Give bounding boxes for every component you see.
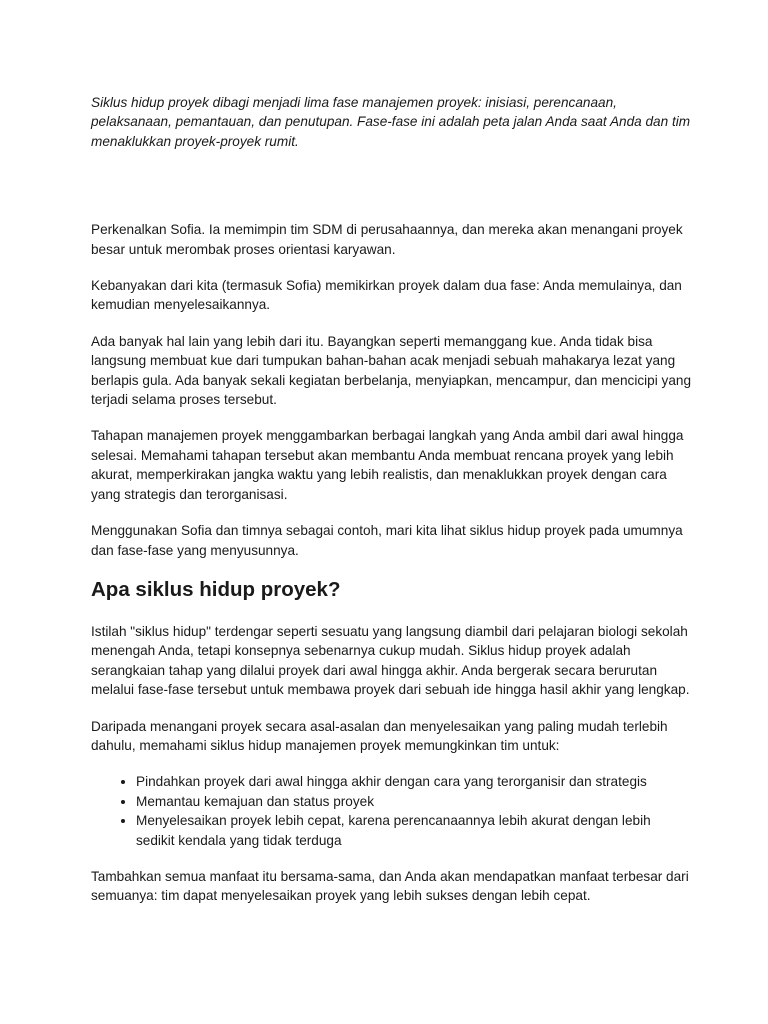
intro-paragraph: Siklus hidup proyek dibagi menjadi lima fase manajemen proyek: inisiasi, perencanaan, pelaksanaan, pemantauan, dan penutupan. Fase-fase ini adalah peta jalan Anda saat Anda dan tim menaklukkan proyek-proyek rumit. <box>91 95 691 149</box>
paragraph-cake-analogy: Ada banyak hal lain yang lebih dari itu. Bayangkan seperti memanggang kue. Anda tidak bisa langsung membuat kue dari tumpukan bahan-bahan acak menjadi sebuah mahakarya lezat yang berlapis gula. Ada banyak sekali kegiatan berbelanja, menyiapkan, mencampur, dan mencicipi yang terjadi selama proses tersebut. <box>91 333 692 408</box>
list-item: • Memantau kemajuan dan status proyek <box>136 792 691 811</box>
paragraph-benefits-intro: Daripada menangani proyek secara asal-asalan dan menyelesaikan yang paling mudah terlebih dahulu, memahami siklus hidup manajemen proyek memungkinkan tim untuk: <box>91 718 668 753</box>
section-heading: Apa siklus hidup proyek? <box>91 577 341 601</box>
paragraph-two-phases: Kebanyakan dari kita (termasuk Sofia) memikirkan proyek dalam dua fase: Anda memulainya, dan kemudian menyelesaikannya. <box>91 278 682 313</box>
list-item: • Menyelesaikan proyek lebih cepat, karena perencanaannya lebih akurat dengan lebih sedikit kendala yang tidak terduga <box>136 811 691 850</box>
paragraph-project-stages: Tahapan manajemen proyek menggambarkan berbagai langkah yang Anda ambil dari awal hingga selesai. Memahami tahapan tersebut akan membantu Anda membuat rencana proyek yang lebih akurat, memperkirakan jangka waktu yang lebih realistis, dan menaklukkan proyek dengan cara yang strategis dan terorganisasi. <box>91 428 684 502</box>
benefits-list <box>91 772 691 850</box>
document-body <box>91 93 691 923</box>
paragraph-example-intro: Menggunakan Sofia dan timnya sebagai contoh, mari kita lihat siklus hidup proyek pada umumnya dan fase-fase yang menyusunnya. <box>91 523 683 558</box>
list-item: • Pindahkan proyek dari awal hingga akhir dengan cara yang terorganisir dan strategis <box>136 772 691 791</box>
paragraph-sofia-intro: Perkenalkan Sofia. Ia memimpin tim SDM di perusahaannya, dan mereka akan menangani proyek besar untuk merombak proses orientasi karyawan. <box>91 222 683 257</box>
paragraph-lifecycle-definition: Istilah "siklus hidup" terdengar seperti sesuatu yang langsung diambil dari pelajaran biologi sekolah menengah Anda, tetapi konsepnya sebenarnya cukup mudah. Siklus hidup proyek adalah serangkaian tahap yang dilalui proyek dari awal hingga akhir. Anda bergerak secara berurutan melalui fase-fase tersebut untuk membawa proyek dari sebuah ide hingga hasil akhir yang lengkap. <box>91 623 690 698</box>
closing-paragraph: Tambahkan semua manfaat itu bersama-sama, dan Anda akan mendapatkan manfaat terbesar dari semuanya: tim dapat menyelesaikan proyek yang lebih sukses dengan lebih cepat. <box>91 868 689 904</box>
